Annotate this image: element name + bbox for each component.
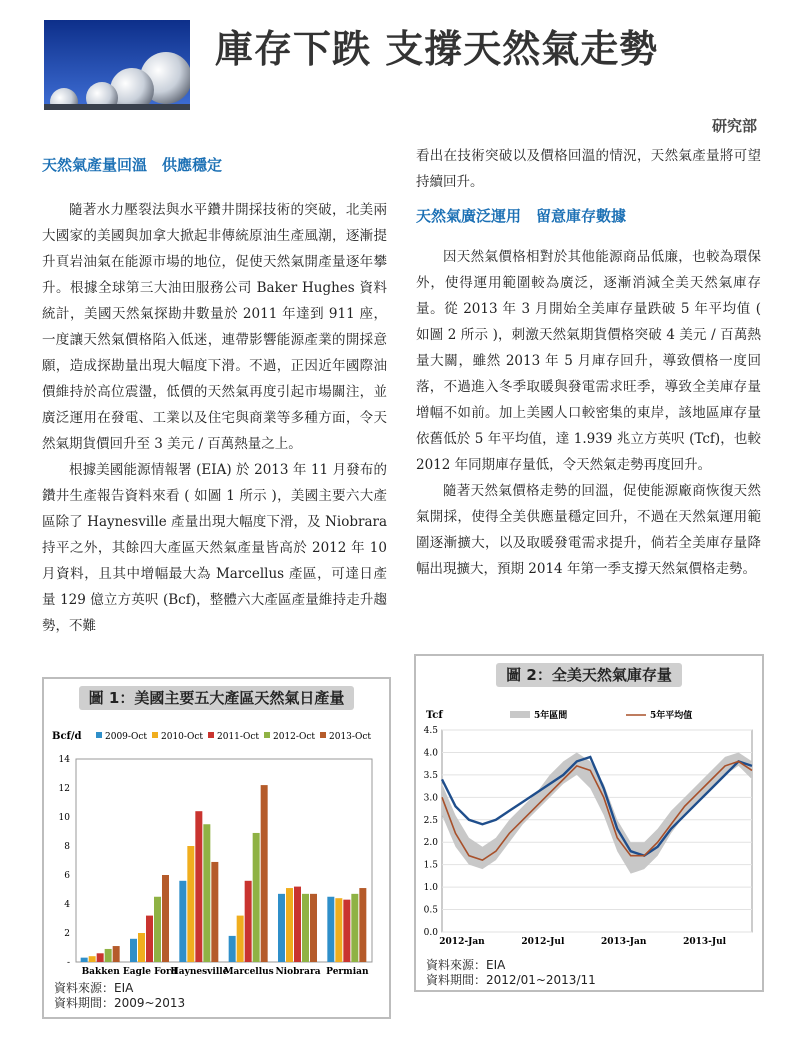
legend-label: 5年區間 xyxy=(534,711,568,721)
paragraph-continuation: 看出在技術突破以及價格回溫的情況，天然氣產量將可望持續回升。 xyxy=(416,148,761,190)
bar xyxy=(351,894,358,962)
x-tick-label: Niobrara xyxy=(275,967,321,977)
bar xyxy=(327,897,334,962)
bar xyxy=(310,894,317,962)
bar xyxy=(187,846,194,962)
bar xyxy=(81,958,88,962)
bar xyxy=(343,900,350,962)
figure-2-period: 資料期間：2012/01~2013/11 xyxy=(426,973,596,987)
y-tick-label: 0.0 xyxy=(423,928,438,938)
bar xyxy=(286,888,293,962)
y-tick-label: 12 xyxy=(58,784,70,794)
bar xyxy=(162,875,169,962)
line-chart-storage xyxy=(416,700,762,960)
section-heading-production: 天然氣產量回溫 供應穩定 xyxy=(42,156,223,174)
legend-swatch xyxy=(96,732,102,738)
y-axis-label: Tcf xyxy=(426,710,443,721)
y-tick-label: 4.0 xyxy=(423,748,438,759)
figure-2 xyxy=(414,654,764,992)
y-tick-label: - xyxy=(66,958,70,968)
plot-area xyxy=(442,730,752,932)
paragraph: 隨著天然氣價格走勢的回溫，促使能源廠商恢復天然氣開採，使得全美供應量穩定回升，不過在天然氣運用範圍逐漸擴大，以及取暖發電需求提升，倘若全美庫存量降幅出現擴大，預期 2014 年第一季支撐天然氣價格走勢。 xyxy=(416,483,761,577)
x-tick-label: Bakken xyxy=(81,967,120,977)
figure-1-period: 資料期間：2009~2013 xyxy=(54,996,186,1010)
y-tick-label: 2.5 xyxy=(423,815,438,826)
legend-swatch-band xyxy=(510,711,530,718)
legend-swatch xyxy=(264,732,270,738)
bar xyxy=(89,956,96,962)
y-tick-label: 4 xyxy=(64,900,70,910)
left-column xyxy=(42,150,387,639)
legend-label: 2010-Oct xyxy=(161,732,203,742)
department-label: 研究部 xyxy=(711,117,757,135)
bar xyxy=(203,824,210,962)
figure-2-source: 資料來源：EIA xyxy=(426,958,506,972)
y-tick-label: 2.0 xyxy=(423,838,438,849)
x-tick-label: 2012-Jul xyxy=(521,937,565,947)
bar-chart-production xyxy=(44,719,389,979)
legend-label: 2009-Oct xyxy=(105,732,147,742)
y-tick-label: 6 xyxy=(64,871,70,881)
x-tick-label: Permian xyxy=(326,967,369,977)
y-tick-label: 3.5 xyxy=(423,770,438,781)
bar xyxy=(97,953,104,962)
legend-swatch xyxy=(208,732,214,738)
bar xyxy=(146,916,153,962)
bar xyxy=(105,949,112,962)
bar xyxy=(245,881,252,962)
y-tick-label: 10 xyxy=(58,813,70,823)
paragraph: 根據美國能源情報署 (EIA) 於 2013 年 11 月發布的鑽井生產報告資料來看 ( 如圖 1 所示 )，美國主要六大產區除了 Haynesville 產量出現大幅度下滑，及 Niobrara 持平之外，其餘四大產區天然氣產量皆高於 2012 年 10 月資料，且其中增幅最大為 Marcellus 產區，可達日產量 129 億立方英呎 (Bcf)，整體六大產區產量維持走升趨勢，不難 xyxy=(42,462,387,634)
legend-label: 2012-Oct xyxy=(273,732,315,742)
y-tick-label: 1.0 xyxy=(423,883,438,894)
header-photo-gas-tanks xyxy=(44,20,190,110)
bar xyxy=(138,933,145,962)
section-heading-storage: 天然氣廣泛運用 留意庫存數據 xyxy=(416,207,627,225)
page-title: 庫存下跌 支撐天然氣走勢 xyxy=(215,27,659,71)
figure-1 xyxy=(42,677,391,1019)
y-axis-label: Bcf/d xyxy=(52,731,82,742)
y-tick-label: 2 xyxy=(64,929,70,939)
figure-1-source: 資料來源：EIA xyxy=(54,981,134,995)
bar xyxy=(359,888,366,962)
bar xyxy=(211,862,218,962)
bar xyxy=(302,894,309,962)
figure-2-title: 圖 2：全美天然氣庫存量 xyxy=(416,664,762,685)
legend-label: 2013-Oct xyxy=(329,732,371,742)
y-tick-label: 3.0 xyxy=(423,793,438,804)
y-tick-label: 4.5 xyxy=(423,726,438,736)
x-tick-label: Haynesville xyxy=(170,967,229,977)
paragraph: 因天然氣價格相對於其他能源商品低廉，也較為環保外，使得運用範圍較為廣泛，逐漸消減全美天然氣庫存量。從 2013 年 3 月開始全美庫存量跌破 5 年平均值 ( 如圖 2 所示 )，刺激天然氣期貨價格突破 4 美元 / 百萬熱量大關，雖然 2013 年 5 月庫存回升，導致價格一度回落，不過進入冬季取暖與發電需求旺季，導致全美庫存量增幅不如前。加上美國人口較密集的東岸，該地區庫存量依舊低於 5 年平均值，達 1.939 兆立方英呎 (Tcf)，也較 2012 年同期庫存量低，令天然氣走勢再度回升。 xyxy=(416,249,761,473)
right-column xyxy=(416,143,761,582)
legend-label: 2011-Oct xyxy=(217,732,259,742)
y-tick-label: 8 xyxy=(64,842,70,852)
bar xyxy=(278,894,285,962)
bar xyxy=(294,887,301,962)
y-tick-label: 14 xyxy=(58,755,70,765)
figure-1-title: 圖 1：美國主要五大產區天然氣日產量 xyxy=(44,687,389,708)
x-tick-label: Marcellus xyxy=(223,967,274,977)
legend-label: 5年平均值 xyxy=(650,711,693,721)
bar xyxy=(195,811,202,962)
x-tick-label: Eagle Ford xyxy=(122,967,178,977)
x-tick-label: 2012-Jan xyxy=(439,937,485,947)
bar xyxy=(253,833,260,962)
bar xyxy=(261,785,268,962)
y-tick-label: 0.5 xyxy=(423,905,438,916)
x-tick-label: 2013-Jan xyxy=(601,937,647,947)
bar xyxy=(179,881,186,962)
bar xyxy=(335,898,342,962)
y-tick-label: 1.5 xyxy=(423,860,438,871)
bar xyxy=(113,946,120,962)
bar xyxy=(154,897,161,962)
x-tick-label: 2013-Jul xyxy=(683,937,727,947)
legend-swatch xyxy=(320,732,326,738)
bar xyxy=(229,936,236,962)
legend-swatch xyxy=(152,732,158,738)
paragraph: 隨著水力壓裂法與水平鑽井開採技術的突破，北美兩大國家的美國與加拿大掀起非傳統原油生產風潮，逐漸提升頁岩油氣在能源市場的地位，促使天然氣開產量逐年攀升。根據全球第三大油田服務公司 Baker Hughes 資料統計，美國天然氣探勘井數量於 2011 年達到 911 座，一度讓天然氣價格陷入低迷，連帶影響能源產業的開採意願，造成探勘量出現大幅度下滑。不過，正因近年國際油價維持於高位震盪，低價的天然氣再度引起市場關注，並廣泛運用在發電、工業以及住宅與商業等多種方面，令天然氣期貨價回升至 3 美元 / 百萬熱量之上。 xyxy=(42,202,387,452)
bar xyxy=(237,916,244,962)
bar xyxy=(130,939,137,962)
